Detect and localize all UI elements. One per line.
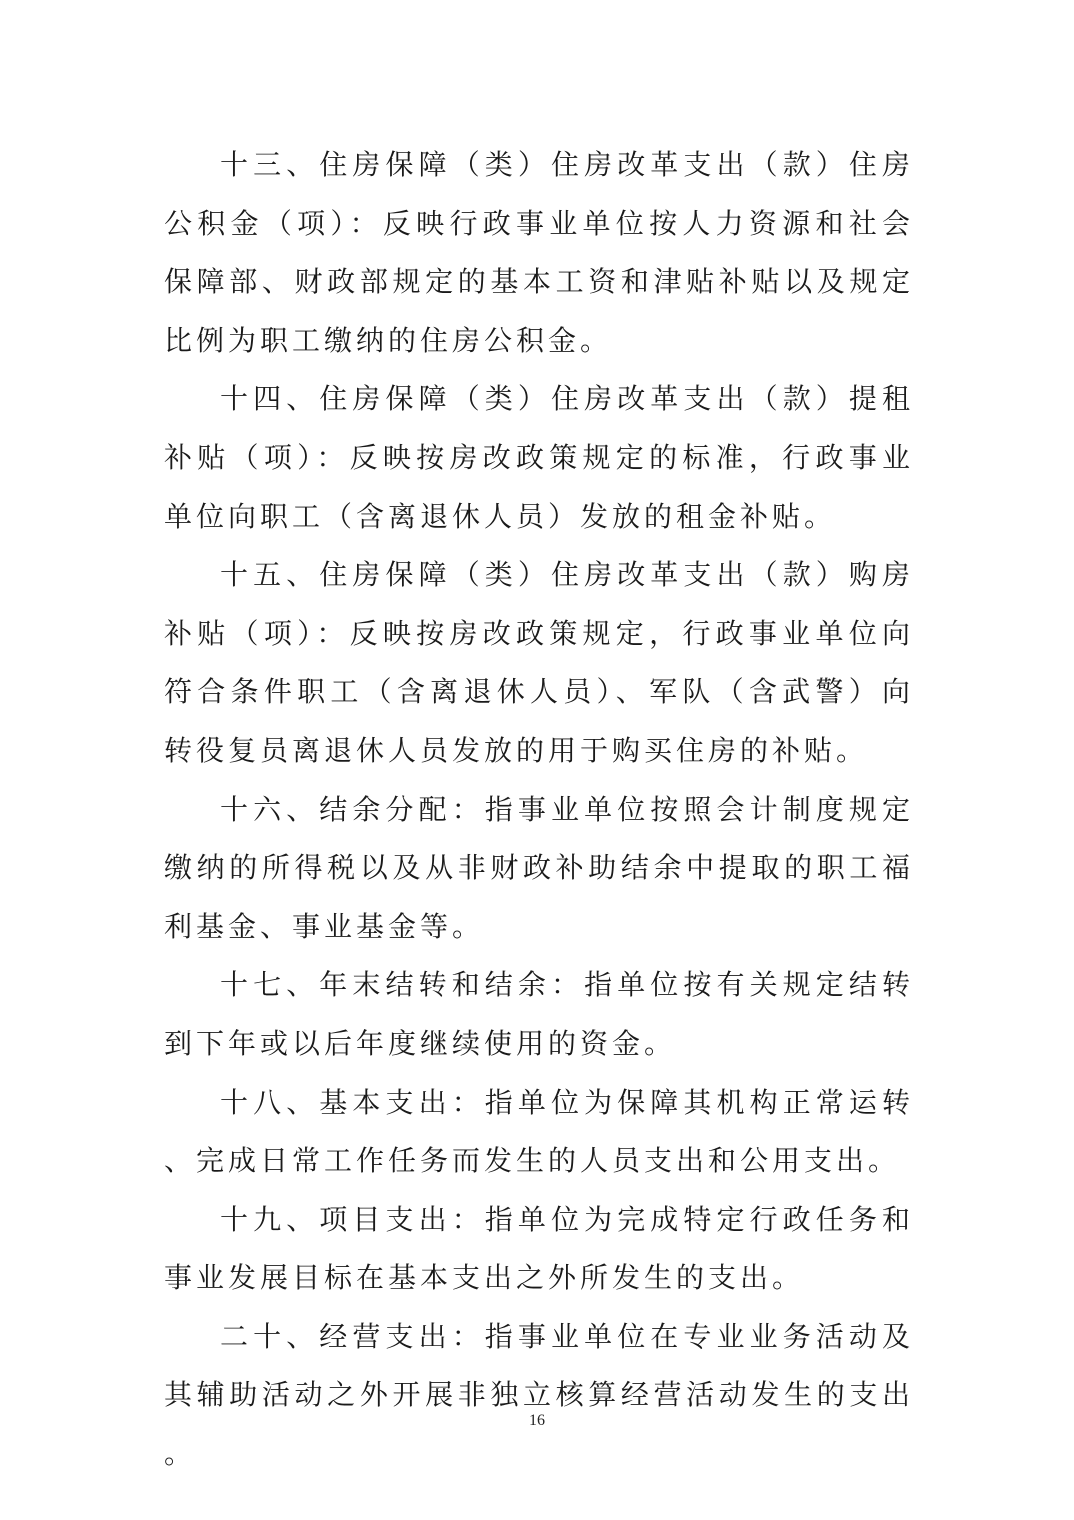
paragraph-17-year-end-carryover: 十七、年末结转和结余：指单位按有关规定结转到下年或以后年度继续使用的资金。 <box>164 968 914 1060</box>
paragraph-15-housing-purchase-subsidy: 十五、住房保障（类）住房改革支出（款）购房补贴（项）：反映按房改政策规定，行政事业单位向符合条件职工（含离退休人员）、军队（含武警）向转役复员离退休人员发放的用于购买住房的补贴。 <box>164 558 914 767</box>
document-body <box>164 136 914 1484</box>
paragraph-20-operating-expenditure: 二十、经营支出：指事业单位在专业业务活动及其辅助活动之外开展非独立核算经营活动发生的支出。 <box>164 1319 914 1471</box>
paragraph-13-housing-provident-fund: 十三、住房保障（类）住房改革支出（款）住房公积金（项）：反映行政事业单位按人力资源和社会保障部、财政部规定的基本工资和津贴补贴以及规定比例为职工缴纳的住房公积金。 <box>164 148 914 357</box>
paragraph-16-surplus-distribution: 十六、结余分配：指事业单位按照会计制度规定缴纳的所得税以及从非财政补助结余中提取的职工福利基金、事业基金等。 <box>164 792 914 943</box>
paragraph-18-basic-expenditure: 十八、基本支出：指单位为保障其机构正常运转、完成日常工作任务而发生的人员支出和公用支出。 <box>164 1085 914 1178</box>
paragraph-19-project-expenditure: 十九、项目支出：指单位为完成特定行政任务和事业发展目标在基本支出之外所发生的支出。 <box>164 1202 914 1295</box>
paragraph-14-rent-subsidy: 十四、住房保障（类）住房改革支出（款）提租补贴（项）：反映按房改政策规定的标准，行政事业单位向职工（含离退休人员）发放的租金补贴。 <box>164 382 914 533</box>
page-number: 16 <box>529 1412 545 1429</box>
